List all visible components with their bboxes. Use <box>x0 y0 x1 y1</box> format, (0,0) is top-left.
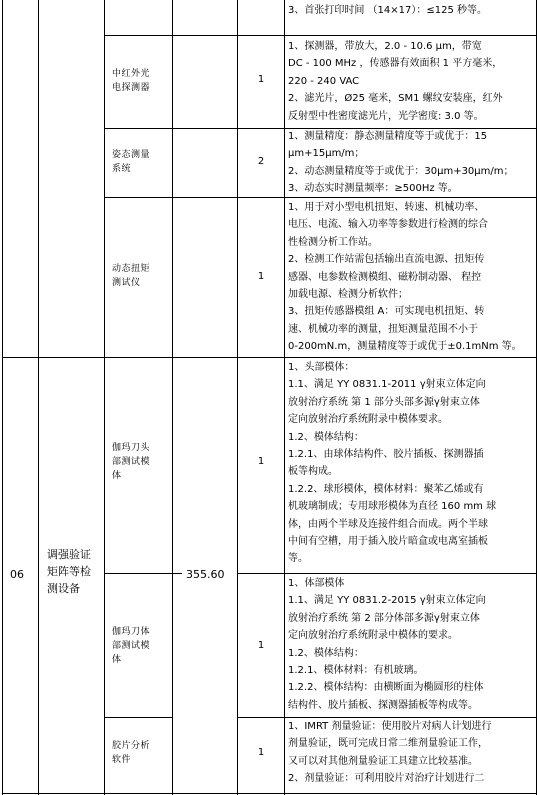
spec-line: 放射治疗系统 第 2 部分体部多源γ射束立体 <box>288 612 480 624</box>
spec-line: 1.2、模体结构： <box>288 647 364 659</box>
spec-line: 2、滤光片，Ø25 毫米，SM1 螺纹安装座，红外 <box>288 93 503 105</box>
table-border-right <box>536 0 537 795</box>
spec-line: DC - 100 MHz ，传感器有效面积 1 平方毫米， <box>288 58 503 70</box>
spec-text <box>288 128 534 198</box>
spec-line: 感器、电参数检测模组、磁粉制动器、 程控 <box>288 271 482 283</box>
spec-line: 反射型中性密度滤光片，光学密度: 3.0 等。 <box>288 110 484 122</box>
spec-line: 3、首张打印时间 （14×17）：≤125 秒等。 <box>288 5 488 16</box>
spec-text <box>288 38 534 125</box>
spec-line: 1.2、模体结构： <box>288 431 364 443</box>
spec-text <box>288 575 534 714</box>
spec-line: 2、动态测量精度等于或优于：30μm+30μm/m； <box>288 165 514 177</box>
group-number: 06 <box>10 568 24 581</box>
spec-line: 速、机械功率的测量，扭矩测量范围不小于 <box>288 323 478 335</box>
spec-text <box>288 359 534 568</box>
spec-line: 1、IMRT 剂量验证：使用胶片对病人计划进行 <box>288 721 492 732</box>
spec-line: 1、测量精度：静态测量精度等于或优于：15 <box>288 131 488 142</box>
spec-text <box>288 199 534 356</box>
item-quantity: 1 <box>257 74 265 85</box>
item-quantity: 1 <box>257 271 265 282</box>
group-divider <box>2 357 537 358</box>
col-divider-5 <box>284 0 285 795</box>
item-name: 胶片分析 软件 <box>112 741 151 765</box>
spec-line: μm+15μm/m； <box>288 148 365 160</box>
item-name: 伽玛刀头 部测试模 体 <box>112 443 151 481</box>
col-divider-2 <box>104 0 105 795</box>
spec-line: 1、用于对小型电机扭矩、转速、机械功率、 <box>288 202 485 213</box>
spec-line: 2、剂量验证：可利用胶片对治疗计划进行二 <box>288 773 485 785</box>
spec-line: 2、检测工作站需包括输出直流电源、扭矩传 <box>288 254 485 266</box>
spec-line: 放射治疗系统 第 1 部分头部多源γ射束立体 <box>288 396 480 408</box>
spec-line: 1.2.1、由球体结构件、胶片插板、探测器插 <box>288 449 484 461</box>
row-divider <box>104 717 172 718</box>
spec-line: 机玻璃制成；专用球形模体为直径 160 mm 球 <box>288 501 497 513</box>
spec-line: 定向放射治疗系统附录中模体的要求。 <box>288 630 458 642</box>
spec-line: 定向放射治疗系统附录中模体要求。 <box>288 414 448 426</box>
spec-text <box>288 718 534 788</box>
spec-line: 1.1、满足 YY 0831.1-2011 γ射束立体定向 <box>288 379 486 391</box>
spec-line: 1、体部模体 <box>288 578 345 589</box>
group-name: 调强验证 矩阵等检 测设备 <box>47 548 91 595</box>
item-name: 姿态测量 系统 <box>112 150 151 174</box>
spec-line: 1、探测器，带放大，2.0 - 10.6 μm，带宽 <box>288 41 482 52</box>
spec-line: 1、头部模体： <box>288 362 355 373</box>
spec-line: 又可以对其他剂量验证工具建立比较基准。 <box>288 755 478 767</box>
group-amount: 355.60 <box>186 568 225 581</box>
spec-line: 1.2.1、模体材料：有机玻璃。 <box>288 665 424 677</box>
item-quantity: 1 <box>257 456 265 467</box>
spec-line: 中间有空槽，用于插入胶片暗盒或电离室插板 <box>288 536 488 548</box>
row-divider <box>104 35 537 36</box>
row-divider <box>104 573 182 574</box>
col-divider-1 <box>38 0 39 795</box>
table-border-left <box>2 0 3 795</box>
item-name: 动态扭矩 测试仪 <box>112 264 151 288</box>
spec-line: 板等构成。 <box>288 466 338 478</box>
table-border-bottom <box>2 793 537 794</box>
spec-line: 1.2.2、球形模体，模体材料：聚苯乙烯或有 <box>288 483 484 495</box>
item-quantity: 1 <box>257 747 265 758</box>
item-name: 中红外光 电探测器 <box>112 69 151 93</box>
spec-line: 1.2.2、模体结构：由横断面为椭圆形的柱体 <box>288 682 484 694</box>
spec-line: 结构件、胶片插板、探测器插板等构成等。 <box>288 699 478 711</box>
item-quantity: 2 <box>257 156 265 167</box>
spec-line: 3、扭矩传感器模组 A：可实现电机扭矩、转 <box>288 306 485 318</box>
spec-text <box>288 2 534 19</box>
spec-line: 性检测分析工作站。 <box>288 236 378 248</box>
spec-line: 0-200mN.m，测量精度等于或优于±0.1mNm 等。 <box>288 341 522 353</box>
spec-line: 加载电源、检测分析软件； <box>288 289 408 301</box>
spec-line: 220 - 240 VAC <box>288 75 360 87</box>
col-divider-4 <box>237 0 238 795</box>
spec-line: 3、动态实时测量频率：≥500Hz 等。 <box>288 183 458 195</box>
item-name: 伽玛刀体 部测试模 体 <box>112 627 151 665</box>
col-divider-3 <box>172 0 173 795</box>
spec-line: 等。 <box>288 553 308 565</box>
spec-line: 1.1、满足 YY 0831.2-2015 γ射束立体定向 <box>288 595 486 607</box>
spec-line: 体，由两个半球及连接件组合而成。两个半球 <box>288 518 488 530</box>
row-divider <box>237 573 537 574</box>
spec-line: 剂量验证，既可完成日常二维剂量验证工作， <box>288 738 488 750</box>
spec-line: 电压、电流、输入功率等参数进行检测的综合 <box>288 219 488 231</box>
item-quantity: 1 <box>257 640 265 651</box>
